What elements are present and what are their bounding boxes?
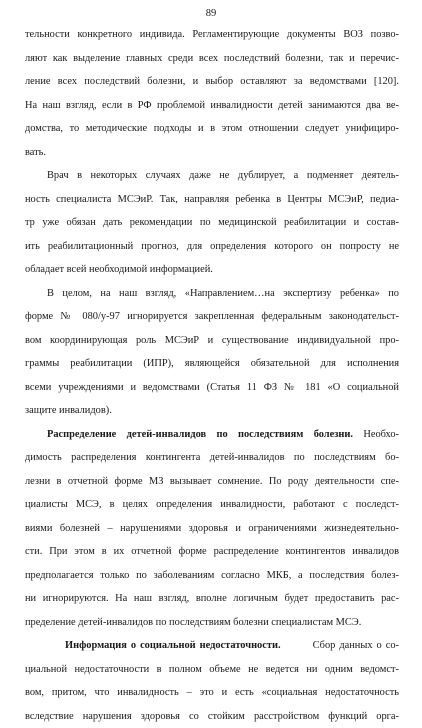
text-line: обладает всей необходимой информацией.	[25, 258, 399, 282]
text-line: пределение детей-инвалидов по последствиям болезни специалистам МСЭ.	[25, 611, 399, 635]
body-text	[25, 23, 399, 728]
text-line: защите инвалидов).	[25, 399, 399, 423]
text-line	[25, 423, 399, 447]
text-line: тельности конкретного индивида. Регламентирующие документы ВОЗ позво-	[25, 23, 399, 47]
text-line: ляют как выделение главных среди всех последствий болезни, так и перечис-	[25, 47, 399, 71]
text-line: лезни в отчетной форме МЗ вызывает сомнение. По роду деятельности спе-	[25, 470, 399, 494]
text-line: домства, то методические подходы и в этом отношении следует унифициро-	[25, 117, 399, 141]
text-line: вом координирующая роль МСЭиР и существование индивидуальной про-	[25, 329, 399, 353]
text-fragment: Сбор данных о со-	[281, 640, 399, 651]
text-line: тр уже обязан дать рекомендации по медицинской реабилитации и состав-	[25, 211, 399, 235]
text-line: виями болезней – нарушениями здоровья и ограничениями жизнедеятельно-	[25, 517, 399, 541]
text-line: ление всех последствий болезни, и выбор оставляют за ведомствами [120].	[25, 70, 399, 94]
text-line: вом, притом, что инвалидность – это и есть «социальная недостаточность	[25, 681, 399, 705]
text-line: циалисты МСЭ, в целях определения инвалидности, работают с последст-	[25, 493, 399, 517]
section-heading: Информация о социальной недостаточности.	[65, 640, 281, 651]
text-line	[25, 634, 399, 658]
text-line: вать.	[25, 141, 399, 165]
text-line: форме № 080/у-97 игнорируется закрепленная федеральным законодательст-	[25, 305, 399, 329]
text-line: предполагается только по заболеваниям согласно МКБ, а последствия болез-	[25, 564, 399, 588]
text-line: сти. При этом в их отчетной форме распределение контингентов инвалидов	[25, 540, 399, 564]
text-line: ни игнорируются. На наш взгляд, вполне логичным будет предоставить рас-	[25, 587, 399, 611]
text-line: ить реабилитационный прогноз, для определения которого он попросту не	[25, 235, 399, 259]
text-line: ность специалиста МСЭиР. Так, направляя ребенка в Центры МСЭиР, педиа-	[25, 188, 399, 212]
text-line: димость распределения контингента детей-инвалидов по последствиям бо-	[25, 446, 399, 470]
text-line: граммы реабилитации (ИПР), являющейся обязательной для исполнения	[25, 352, 399, 376]
text-line: Врач в некоторых случаях даже не дублирует, а подменяет деятель-	[25, 164, 399, 188]
text-line: всеми учреждениями и ведомствами (Статья 11 ФЗ № 181 «О социальной	[25, 376, 399, 400]
page-number: 89	[0, 8, 422, 19]
text-line: В целом, на наш взгляд, «Направлением…на экспертизу ребенка» по	[25, 282, 399, 306]
text-fragment: Необхо-	[353, 429, 399, 440]
text-line: вследствие нарушения здоровья со стойким расстройством функций орга-	[25, 705, 399, 728]
section-heading: Распределение детей-инвалидов по последствиям болезни.	[47, 429, 353, 440]
text-line: циальной недостаточности в полном объеме не ведется ни одним ведомст-	[25, 658, 399, 682]
text-line: На наш взгляд, если в РФ проблемой инвалидности детей занимаются два ве-	[25, 94, 399, 118]
